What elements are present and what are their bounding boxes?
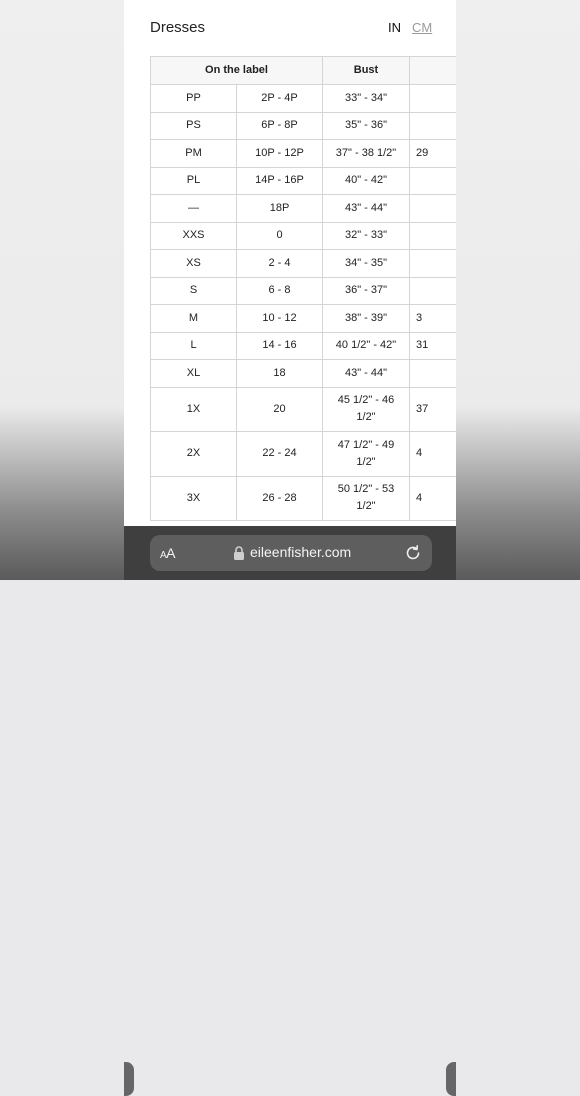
size-chart-table-container[interactable]: [150, 56, 456, 524]
size-chart-table: [150, 56, 456, 521]
cell-size: PM: [151, 140, 237, 168]
cell-bust: 40" - 42": [323, 167, 410, 195]
background-left: [0, 0, 124, 580]
lock-icon: [233, 546, 245, 560]
cell-size: 2X: [151, 432, 237, 477]
cell-size: PS: [151, 112, 237, 140]
cell-next: [410, 360, 457, 388]
background-right: [456, 0, 580, 580]
cell-numeric-size: 14 - 16: [237, 332, 323, 360]
reload-icon[interactable]: [404, 544, 422, 562]
table-row: [151, 432, 457, 477]
cell-numeric-size: 2 - 4: [237, 250, 323, 278]
cell-bust: 43" - 44": [323, 360, 410, 388]
cell-size: 3X: [151, 476, 237, 521]
table-row: [151, 277, 457, 305]
cell-next: [410, 250, 457, 278]
cell-bust: 47 1/2" - 49 1/2": [323, 432, 410, 477]
cell-size: M: [151, 305, 237, 333]
cell-bust: 43" - 44": [323, 195, 410, 223]
cell-next: [410, 85, 457, 113]
table-row: [151, 250, 457, 278]
cell-numeric-size: 2P - 4P: [237, 85, 323, 113]
cell-bust: 50 1/2" - 53 1/2": [323, 476, 410, 521]
cell-bust: 32" - 33": [323, 222, 410, 250]
cell-next: [410, 167, 457, 195]
table-row: [151, 387, 457, 432]
cell-bust: 34" - 35": [323, 250, 410, 278]
table-row: [151, 305, 457, 333]
table-row: [151, 332, 457, 360]
cell-next: [410, 222, 457, 250]
header-bust: Bust: [323, 57, 410, 85]
cell-numeric-size: 14P - 16P: [237, 167, 323, 195]
cell-size: XL: [151, 360, 237, 388]
cell-next: 31: [410, 332, 457, 360]
cell-bust: 38" - 39": [323, 305, 410, 333]
cell-numeric-size: 18P: [237, 195, 323, 223]
next-tab-edge[interactable]: [446, 1062, 456, 1096]
cell-size: XS: [151, 250, 237, 278]
cell-size: 1X: [151, 387, 237, 432]
address-bar[interactable]: [150, 535, 432, 571]
cell-size: PL: [151, 167, 237, 195]
size-chart-header: [124, 0, 456, 52]
cell-size: XXS: [151, 222, 237, 250]
page-title: Dresses: [150, 19, 206, 36]
cell-bust: 40 1/2" - 42": [323, 332, 410, 360]
cell-bust: 33" - 34": [323, 85, 410, 113]
table-row: [151, 360, 457, 388]
previous-tab-edge[interactable]: [124, 1062, 134, 1096]
cell-next: 29: [410, 140, 457, 168]
cell-numeric-size: 10P - 12P: [237, 140, 323, 168]
table-row: [151, 476, 457, 521]
table-body: [151, 85, 457, 521]
cell-numeric-size: 20: [237, 387, 323, 432]
header-next-column: [410, 57, 457, 85]
table-row: [151, 85, 457, 113]
cell-next: [410, 112, 457, 140]
cell-bust: 45 1/2" - 46 1/2": [323, 387, 410, 432]
cell-bust: 35" - 36": [323, 112, 410, 140]
table-row: [151, 167, 457, 195]
cell-next: 37: [410, 387, 457, 432]
cell-size: PP: [151, 85, 237, 113]
cell-size: L: [151, 332, 237, 360]
unit-toggle-in[interactable]: IN: [388, 20, 401, 35]
table-row: [151, 140, 457, 168]
table-row: [151, 222, 457, 250]
cell-numeric-size: 6P - 8P: [237, 112, 323, 140]
cell-next: 3: [410, 305, 457, 333]
cell-numeric-size: 0: [237, 222, 323, 250]
header-on-the-label: On the label: [151, 57, 323, 85]
table-header-row: [151, 57, 457, 85]
cell-size: S: [151, 277, 237, 305]
cell-numeric-size: 10 - 12: [237, 305, 323, 333]
cell-bust: 37" - 38 1/2": [323, 140, 410, 168]
browser-toolbar: [124, 526, 456, 580]
cell-next: [410, 195, 457, 223]
cell-numeric-size: 26 - 28: [237, 476, 323, 521]
url-domain[interactable]: eileenfisher.com: [250, 544, 352, 560]
cell-numeric-size: 18: [237, 360, 323, 388]
phone-screen: [124, 0, 456, 580]
unit-toggle-cm[interactable]: CM: [412, 20, 433, 35]
cell-next: [410, 277, 457, 305]
cell-bust: 36" - 37": [323, 277, 410, 305]
cell-next: 4: [410, 476, 457, 521]
table-row: [151, 195, 457, 223]
cell-size: —: [151, 195, 237, 223]
cell-next: 4: [410, 432, 457, 477]
cell-numeric-size: 6 - 8: [237, 277, 323, 305]
cell-numeric-size: 22 - 24: [237, 432, 323, 477]
text-size-button[interactable]: AA: [160, 545, 176, 561]
table-row: [151, 112, 457, 140]
